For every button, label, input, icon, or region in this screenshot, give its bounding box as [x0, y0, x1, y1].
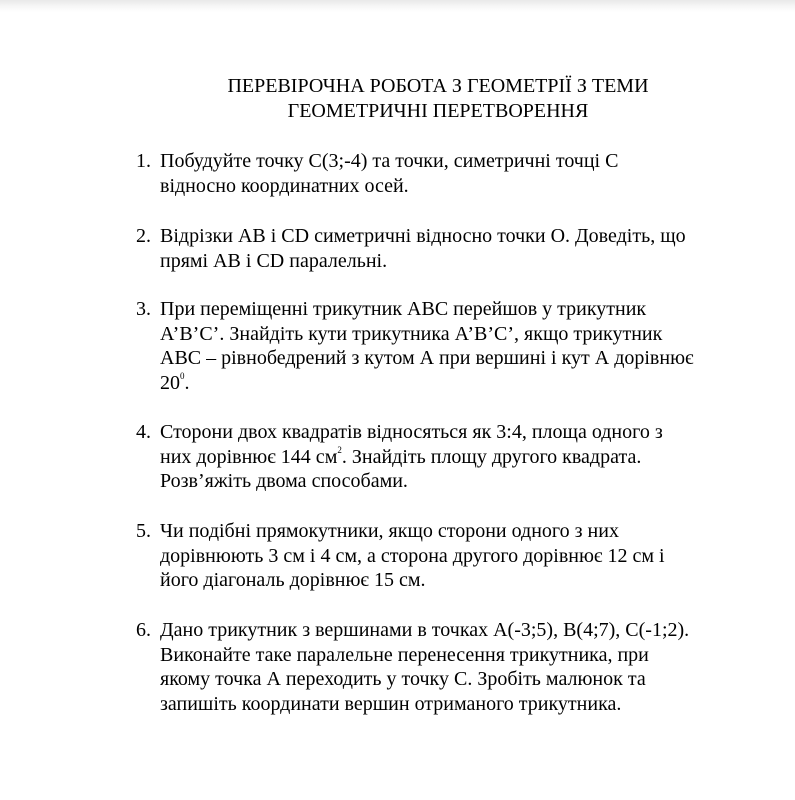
- task-item-3: [136, 297, 756, 395]
- task-text: [160, 420, 756, 494]
- task-line: запишіть координати вершин отриманого трикутника.: [160, 692, 622, 715]
- degree-superscript: 0: [180, 370, 185, 381]
- task-text: [160, 519, 756, 593]
- task-item-2: [136, 224, 756, 273]
- task-line: А’В’С’. Знайдіть кути трикутника А’В’С’, якщо трикутник: [160, 322, 663, 345]
- title-line: ПЕРЕВІРОЧНА РОБОТА З ГЕОМЕТРІЇ З ТЕМИ: [227, 75, 649, 97]
- task-line: Дано трикутник з вершинами в точках А(-3;5), В(4;7), С(-1;2).: [160, 619, 690, 641]
- line-end: . Знайдіть площу другого квадрата.: [341, 445, 642, 468]
- title-line: ГЕОМЕТРИЧНІ ПЕРЕТВОРЕННЯ: [287, 100, 589, 122]
- task-line: [160, 371, 756, 396]
- task-line: АВС – рівнобедрений з кутом А при вершині і кут А дорівнює: [160, 347, 694, 369]
- task-item-6: [136, 618, 756, 716]
- task-line: прямі АВ і СD паралельні.: [160, 249, 388, 272]
- task-line: Побудуйте точку С(3;-4) та точки, симетричні точці С: [160, 150, 619, 172]
- task-line: дорівнюють 3 см і 4 см, а сторона другого дорівнює 12 см і: [160, 544, 665, 567]
- page-title: [140, 74, 736, 124]
- task-number: 6.: [136, 619, 151, 641]
- task-number: 4.: [136, 421, 151, 443]
- task-text: [160, 149, 756, 198]
- area-value: них дорівнює 144 см: [160, 445, 338, 468]
- task-item-5: [136, 519, 756, 593]
- line-end: .: [184, 371, 190, 394]
- task-number: 1.: [136, 150, 151, 172]
- square-superscript: 2: [337, 444, 342, 455]
- task-text: [160, 224, 756, 273]
- task-text: [160, 618, 756, 716]
- task-number: 3.: [136, 298, 151, 320]
- task-line: якому точка А переходить у точку С. Зробіть малюнок та: [160, 668, 646, 690]
- task-text: [160, 297, 756, 395]
- task-line: Чи подібні прямокутники, якщо сторони одного з них: [160, 520, 619, 542]
- task-line: При переміщенні трикутник АВС перейшов у трикутник: [160, 298, 647, 320]
- angle-value: 20: [160, 371, 180, 394]
- task-number: 2.: [136, 225, 151, 247]
- task-number: 5.: [136, 520, 151, 542]
- task-line: Виконайте таке паралельне перенесення трикутника, при: [160, 643, 649, 666]
- task-line: Сторони двох квадратів відносяться як 3:4, площа одного з: [160, 421, 663, 443]
- task-item-1: [136, 149, 756, 198]
- task-line: Розв’яжіть двома способами.: [160, 470, 408, 492]
- task-line: [160, 445, 756, 470]
- task-item-4: [136, 420, 756, 494]
- task-line: Відрізки АВ і СD симетричні відносно точки О. Доведіть, що: [160, 225, 686, 247]
- task-line: відносно координатних осей.: [160, 174, 409, 197]
- task-line: його діагональ дорівнює 15 см.: [160, 569, 426, 591]
